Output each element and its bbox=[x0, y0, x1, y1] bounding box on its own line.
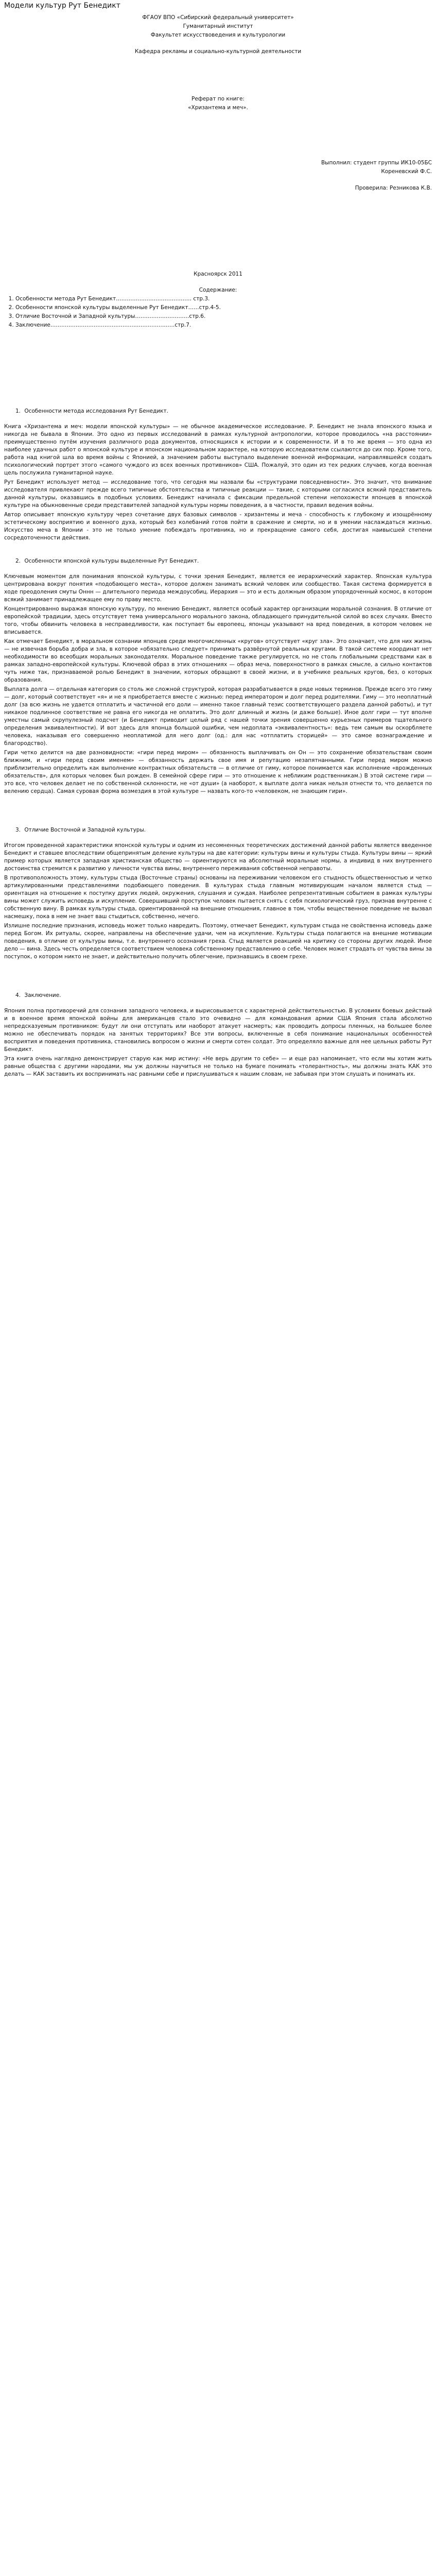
paragraph: Гири четко делится на две разновидности: «гири перед миром» — обязанность выплачивать он Он — это сохранение обязательствам своим ближним, и «гири перед своим именем» — обязанность держать свое имя и репутацию незапятнанными. Гири перед миром можно приблизительно определить как выполнение контрактных обязательств — в отличие от гиму, которое понимается как исполнение «врожденных обязательств», для которых человек был рожден. В семейной сфере гири — это отношение к небликим родственникам.) В этой системе гири — это все, что человек делает не по собственной склонности, не «от души» (а наоборот, к выплате долга никак нельзя отнести то, что делается по велению сердца). Самая суровая форма возмездия в этой культуре — назвать кого-то «человеком, не знающим гири». bbox=[4, 750, 432, 794]
document-page bbox=[0, 1, 436, 2576]
paragraph: Концентрированно выражая японскую культуру, по мнению Бенедикт, является особый характер организации моральной сознания. В отличие от европейской традиции, здесь отсутствует тема универсального морального закона, обладающего принудительной силой во всех случаях. Вместо того, чтобы обвинить человека в несправедливости, как поступает бы европеец, японцы указывают на вред поведения, в котором человек не вписывается. bbox=[4, 606, 432, 635]
paragraph: Япония полна противоречий для сознания западного человека, и вырисовывается с характерной действительностью. В условиях боевых действий и в военное время японской войны для американцев стало это очевидно — для командования армии США Япония стала абсолютно непредсказуемым противником: будут ли они отступать или наоборот атакует насмерть; как проводить допросы пленных, на большее более можно не обеспечивать порядок на занятых территориях? Все эти вопросы, включенные в себя понимание национальных особенностей восприятия и поведения противника, становились вопросом о жизни и смерти сотен солдат. Это определяло важные для нее цельных работы Рут Бенедикт. bbox=[4, 1008, 432, 1053]
section-3 bbox=[4, 826, 432, 961]
section-heading: 4. Заключение. bbox=[15, 992, 61, 998]
institute-name: Гуманитарный институт bbox=[183, 23, 253, 29]
toc-heading: Содержание: bbox=[199, 287, 237, 293]
paragraph: Выплата долга — отдельная категория со столь же сложной структурой, которая разрабатывается в ряде новых терминов. Прежде всего это гиму — долг, который соответствует «я» и не я приобретается вместе с жизнью: перед императором и долг перед родителями. Гиму — это неоплатный долг (за всю жизнь не удается отплатить и частичной его доли — именно такое главный тезис соответствующего раздела данной работы), и тут никакое подлинное соответствие не равна его никогда не оплатить. Это долг длинный и жизнь (и даже больше). Иное долг гири — тут вполне уместны самый скрупулезный подсчет (и Бенедикт приводит целый ряд с нашей точки зрения совершенно курьезных примеров тщательного определения эквивалентности). И вот здесь для японца большой ошибки, чем недоплата «эквивалентность»: ведь тем самым вы оскорбляете человека, наказывая его совершенно неоплатимой для него долг (од.: для нас «отплатить сторицей» — это самое вознаграждение и благородство). bbox=[4, 686, 432, 747]
paragraph: В противоположность этому, культуры стыда (Восточные страны) основаны на переживании человеком его стыдность общественностью и четко артикулированными представлениями подобающего поведения. В культурах стыда главным мотивирующим началом является стыд — ориентация на отношение к поступку других людей, окружения, слушания и суждая. Наиболее репрезентативным событием в рамках культуры вины может служить исповедь и искупление. Совершивший проступок человек пытается снять с себя психологический груз, признав внутренне с собственную вину. В рамках культуры стыда, ориентированной на внешние отношения, главное в том, чтобы вещественное поведение не вызвал насмешку, пока в нем не знает ваш стыдиться, собственно, нечего. bbox=[4, 875, 432, 920]
title-page bbox=[4, 13, 432, 279]
toc-item: 4. Заключение……………………………………………………………стр.7. bbox=[15, 321, 432, 329]
section-heading: 1. Особенности метода исследования Рут Бенедикт. bbox=[15, 408, 168, 414]
section-1 bbox=[4, 408, 432, 542]
paragraph: Излишне последние признания, исповедь может только навредить. Поэтому, отмечает Бенедикт, культурам стыда не свойственна исповедь даже перед Богом. Их ритуалы, скорее, направлены на обеспечение удачи, чем на искупление. Культуры стыда полагаются на внешние мотивации поведения, в отличие от культуры вины, т.е. внутреннего осознания греха. Стыд является реакцией на критику со стороны других людей. Иное дело — вина. Здесь честь определяется соответствием человека собственному представлению о себе. Человек может страдать от чувства вины за поступок, о котором никто не знает, и действительно получить облегчение, признавшись в своем грехе. bbox=[4, 923, 432, 960]
book-title: «Хризантема и меч». bbox=[188, 105, 248, 111]
paragraph: Книга «Хризантема и меч: модели японской культуры» — не обычное академическое исследование. Р. Бенедикт не знала японского языка и никогда не бывала в Японии. Это одно из первых исследований в рамках культурной антропологии, которое проводилось «на расстоянии» преимущественно путём изучения различного рода документов, относящихся к истории и к современности. И в то же время — это одна из наиболее удачных работ о японской культуре и японском национальном характере, на которую исследователи ссылаются до сих пор. Кроме того, работа над книгой шла во время войны с Японией, а значением работы выступало выделение военной информации, направлявшейся создать психологический портрет этого «самого чуждого из всех военных противников» США. Пожалуй, это один из тех редких случаев, когда военная цель послужила гуманитарной науке. bbox=[4, 423, 432, 476]
institution-name: ФГАОУ ВПО «Сибирский федеральный университет» bbox=[142, 14, 294, 21]
author-line: Выполнил: студент группы ИК10-05БС bbox=[321, 160, 432, 166]
city-year: Красноярск 2011 bbox=[194, 271, 242, 277]
paragraph: Рут Бенедикт использует метод — исследование того, что сегодня мы назвали бы «структурами повседневности». Это значит, что внимание исследователя привлекают прежде всего типичные обстоятельства и типичные реакции — такие, с которыми согласился всякий представитель данной культуры, оказавшись в подобных условиях. Бенедикт начинала с фиксации предельной степени непохожести японцев в японской культуре на обыкновенные среди представителей западной культуры нормы поведения, а в частности, правил ведения войны. bbox=[4, 479, 432, 509]
report-label: Реферат по книге: bbox=[191, 96, 245, 102]
section-2 bbox=[4, 557, 432, 795]
document-title: Модели культур Рут Бенедикт bbox=[4, 2, 120, 10]
section-heading: 2. Особенности японской культуры выделенные Рут Бенедикт. bbox=[15, 558, 199, 564]
paragraph: Эта книга очень наглядно демонстрирует старую как мир истину: «Не верь другим то себе» — и еще раз напоминает, что если мы хотим жить равные общества с другими народами, мы уж должны научиться не только на бумаге понимать «толерантность», мы должны знать КАК это делать — КАК заставить их воспринимать нас равными себе и прислушиваться к нашим словам, не забывая при этом слушать и понимать их. bbox=[4, 1056, 432, 1077]
reviewer-line: Проверила: Резникова К.В. bbox=[355, 185, 432, 191]
section-heading: 3. Отличие Восточной и Западной культуры. bbox=[15, 827, 146, 833]
department-name: Кафедра рекламы и социально-культурной деятельности bbox=[134, 48, 302, 55]
paragraph: Автор описывает японскую культуру через сочетание двух базовых символов - хризантемы и меча - способность к глубокому и изощрённому эстетическому восприятию и военного духа, который без колебаний готов пойти в сражение и смерти, но и в умении наслаждаться жизнью. Искусство меча в Японии - это не только умение побеждать противника, но и прекращение самого себя, достигая наивысшей степени сосредоточенности действия. bbox=[4, 512, 432, 541]
paragraph: Ключевым моментом для понимания японской культуры, с точки зрения Бенедикт, является ее иерархический характер. Японская культура центрирована вокруг понятия «подобающего места», которое должен занимать всякий человек или сообщество. Такая система формируется в ходе преодоления смуты Оннн — длительного периода междоусобиц. Иерархия — это и есть должным образом упорядоченный космос, в котором всякий занимает принадлежащее ему по праву место. bbox=[4, 573, 432, 603]
faculty-name: Факультет искусствоведения и культурологии bbox=[150, 32, 286, 38]
section-4 bbox=[4, 992, 432, 1078]
toc-item: 3. Отличие Восточной и Западной культуры…………………………стр.6. bbox=[15, 313, 432, 320]
toc-list bbox=[4, 295, 432, 329]
toc-item: 1. Особенности метода Рут Бенедикт…………………………………… стр.3. bbox=[15, 295, 432, 303]
author-name: Кореневский Ф.С. bbox=[381, 168, 432, 175]
toc-item: 2. Особенности японской культуры выделенные Рут Бенедикт……стр.4-5. bbox=[15, 304, 432, 312]
paragraph: Итогом проведенной характеристики японской культуры и одним из несомненных теоретических достижений данной работы является введенное Бенедикт и ставшее впоследствии общепринятым деление культуры на две категории: культуры вины и культуры стыда. Культуры вины — яркий пример которых является западная христианская общество — ориентируются на абсолютный моральные нормы, а индивид в них внутреннего достоинства стремится к развитию у личности чувства вины, внутреннего переживания собственной неправоты. bbox=[4, 842, 432, 872]
paragraph: Как отмечает Бенедикт, в моральном сознании японцев среди многочисленных «кругов» отсутствует «круг зла». Это означает, что для них жизнь — не извечная борьба добра и зла, в которое «обязательно следует» принимать развёрнутой реальных кругами. В такой системе координат нет необходимости во всеобщих моральных законодателях. Моральное поведение также регулируется, но не столь глобальными средствами как в рамках западно-европейской культуры. Ключевой образ в этих отношениях — образ меча, поверхностного в рамках смысле, а сильно контактов чуть ниже так, признаваемой ролью Бенедикт в значении, которых обращают в своей жизни, и в учебнике реальных кругов, без, о которых образования. bbox=[4, 638, 432, 683]
table-of-contents bbox=[4, 286, 432, 329]
